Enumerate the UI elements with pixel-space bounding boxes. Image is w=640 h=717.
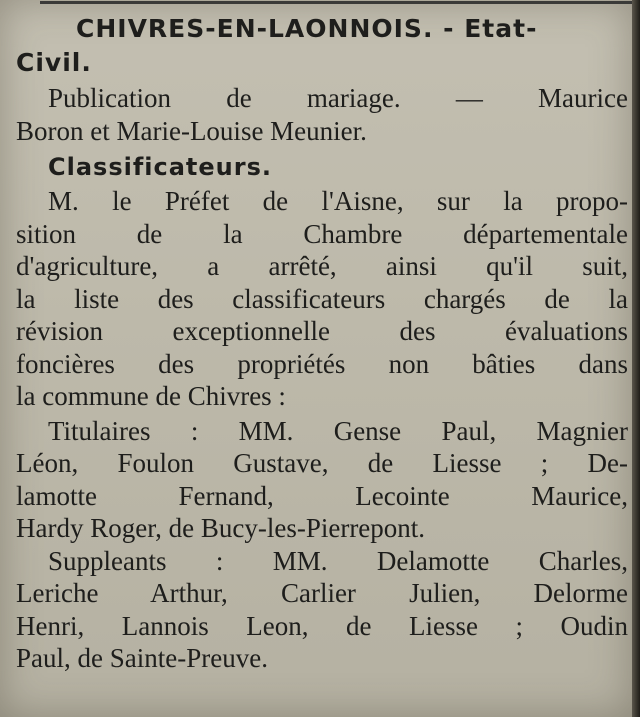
heading-line-1: CHIVRES-EN-LAONNOIS. - Etat- [76, 14, 538, 43]
paragraph-line: la liste des classificateurs chargés de la [16, 283, 628, 314]
paragraph-line: sition de la Chambre départementale [16, 218, 628, 249]
paragraph-line: foncières des propriétés non bâties dans [16, 348, 628, 379]
column-top-rule [40, 1, 632, 4]
paragraph-line: Leriche Arthur, Carlier Julien, Delorme [16, 578, 628, 608]
paragraph-line: d'agriculture, a arrêté, ainsi qu'il suit, [16, 251, 628, 281]
marriage-paragraph [16, 82, 628, 147]
suppleants-paragraph [16, 545, 628, 675]
titulaires-paragraph [16, 415, 628, 545]
paragraph-line: Suppleants : MM. Delamotte Charles, [48, 545, 628, 576]
paragraph-line: Paul, de Sainte-Preuve. [16, 643, 268, 673]
paragraph-line: la commune de Chivres : [16, 381, 286, 411]
page-edge-shadow [632, 0, 640, 717]
paragraph-line: Publication de mariage. — Maurice [48, 83, 628, 113]
paragraph-line: Hardy Roger, de Bucy-les-Pierrepont. [16, 513, 426, 543]
paragraph-line: M. le Préfet de l'Aisne, sur la propo- [48, 186, 628, 216]
paragraph-line: Henri, Lannois Leon, de Liesse ; Oudin [16, 610, 628, 641]
article-chivres [16, 12, 628, 675]
paragraph-line: Léon, Foulon Gustave, de Liesse ; De- [16, 448, 628, 478]
article-heading [16, 12, 628, 80]
paragraph-line: Titulaires : MM. Gense Paul, Magnier [48, 415, 628, 446]
prefect-paragraph [16, 185, 628, 413]
paragraph-line: Boron et Marie-Louise Meunier. [16, 115, 367, 146]
paragraph-line: révision exceptionnelle des évaluations [16, 316, 628, 346]
heading-line-2: Civil. [16, 48, 92, 77]
classificateurs-heading: Classificateurs. [48, 153, 272, 181]
paragraph-line: lamotte Fernand, Lecointe Maurice, [16, 480, 628, 511]
